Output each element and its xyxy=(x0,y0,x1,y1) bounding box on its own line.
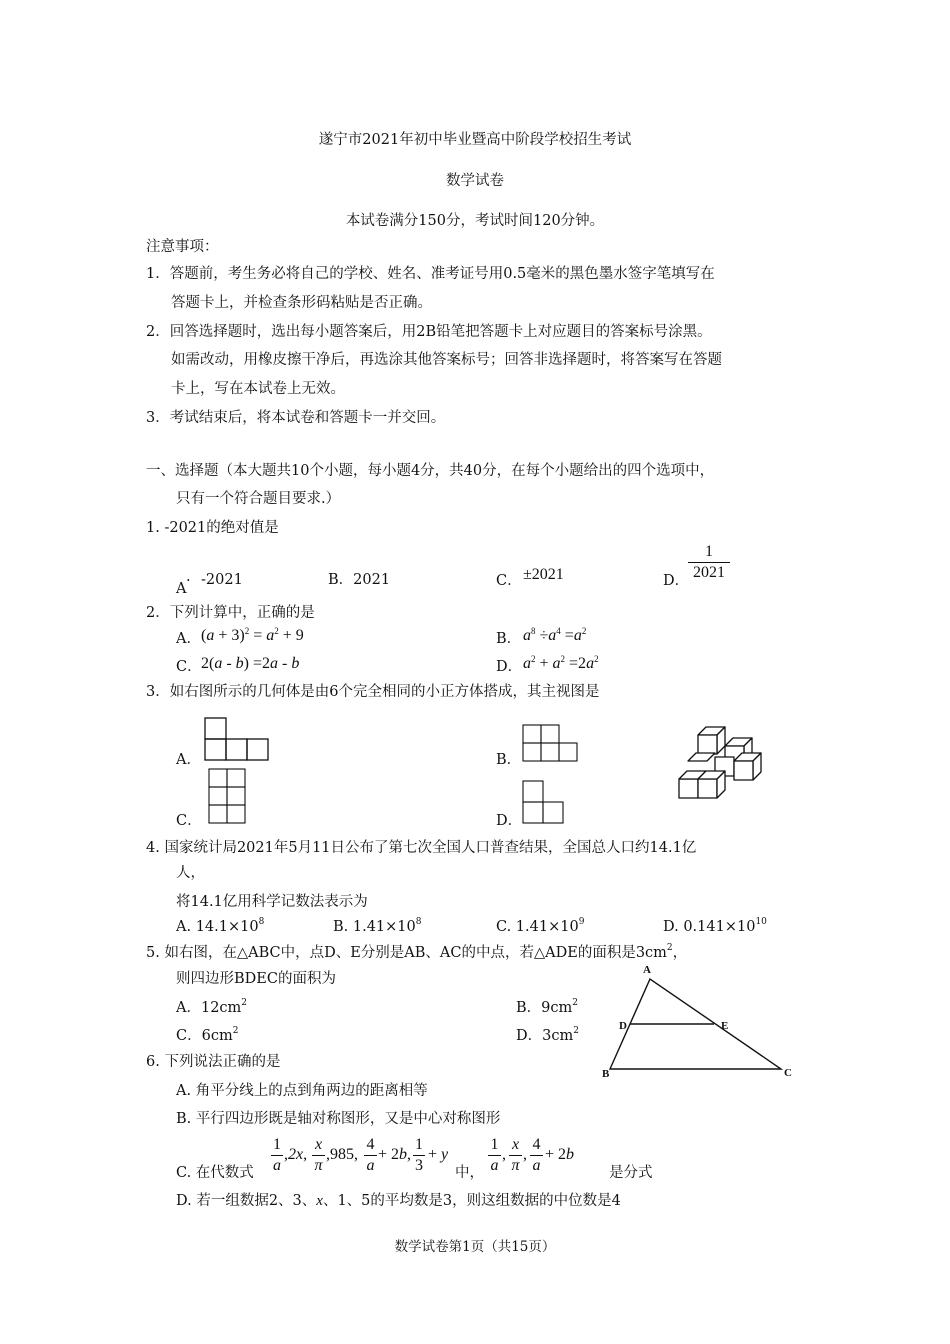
q5-triangle-figure xyxy=(600,962,800,1080)
q3-option-c-label: C． xyxy=(176,813,202,829)
q3-solid-figure xyxy=(678,721,774,799)
q4-option-d xyxy=(663,918,767,936)
triangle-point-d: D xyxy=(619,1020,627,1032)
q4-option-a-exponent: 8 xyxy=(258,917,265,927)
q1-option-c-value: ±2021 xyxy=(523,566,564,583)
q4-option-c-text: C. 1.41×10 xyxy=(496,919,579,935)
q5-option-a-text: A．12cm xyxy=(176,1000,242,1016)
fraction-denominator: π xyxy=(511,1157,520,1174)
q2-option-d-formula: $a^2 + a^2 =2a^2$ xyxy=(523,654,599,672)
fraction-denominator: a xyxy=(273,1157,281,1174)
q5-option-d xyxy=(516,1027,579,1045)
q2-option-a-label: A． xyxy=(176,631,201,647)
fraction-numerator: 1 xyxy=(490,1136,499,1153)
q4-option-a-text: A. 14.1×10 xyxy=(176,919,259,935)
q5-option-d-text: D．3cm xyxy=(516,1028,574,1044)
q6-option-a: A. 角平分线上的点到角两边的距离相等 xyxy=(176,1083,428,1099)
expr2-4-over-a xyxy=(530,1136,543,1175)
exam-title: 遂宁市2021年初中毕业暨高中阶段学校招生考试 xyxy=(318,132,632,148)
q5-line-1-end: ， xyxy=(672,945,688,961)
q4-option-a xyxy=(176,918,264,936)
q4-option-d-text: D. 0.141×10 xyxy=(663,919,756,935)
q3-option-b-figure xyxy=(522,724,580,762)
question-5-line-1 xyxy=(146,944,687,962)
q6-option-d xyxy=(176,1192,621,1210)
question-4-line-3: 将14.1亿用科学记数法表示为 xyxy=(176,894,368,910)
note-2-line-1: 2．回答选择题时，选出每小题答案后，用2B铅笔把答题卡上对应题目的答案标号涂黑。 xyxy=(146,324,712,340)
q3-option-a-figure xyxy=(204,717,270,763)
expr2-comma-1: , xyxy=(502,1146,506,1163)
expr-4-over-a xyxy=(364,1136,377,1175)
q3-option-d-label: D． xyxy=(496,813,523,829)
fraction-numerator: 4 xyxy=(532,1136,541,1153)
q1-option-d-fraction xyxy=(688,543,730,582)
subject-title: 数学试卷 xyxy=(446,173,504,189)
q1-option-b: B．2021 xyxy=(328,572,391,588)
expr2-x-over-pi xyxy=(509,1136,522,1175)
note-1-line-1: 1．答题前，考生务必将自己的学校、姓名、准考证号用0.5毫米的黑色墨水签字笔填写在 xyxy=(146,266,715,282)
q1-option-a-label: A xyxy=(176,581,187,597)
q3-option-d-figure xyxy=(522,780,566,826)
q6-option-b: B. 平行四边形既是轴对称图形，又是中心对称图形 xyxy=(176,1111,501,1127)
q5-line-1-text: 5. 如右图，在△ABC中，点D、E分别是AB、AC的中点，若△ADE的面积是3cm xyxy=(146,945,667,961)
q4-option-c-exponent: 9 xyxy=(578,917,585,927)
q2-option-b-label: B． xyxy=(496,631,522,647)
q5-option-b-text: B．9cm xyxy=(516,1000,573,1016)
q1-option-c-label: C． xyxy=(496,573,522,589)
question-2-stem: 2．下列计算中，正确的是 xyxy=(146,605,315,621)
q4-option-b-exponent: 8 xyxy=(415,917,422,927)
fraction-numerator: 1 xyxy=(415,1136,423,1153)
q4-option-b-text: B. 1.41×10 xyxy=(333,919,416,935)
section-1-heading-cont: 只有一个符合题目要求.） xyxy=(176,491,341,507)
expr-plus-2b: + 2b, xyxy=(378,1146,412,1163)
q2-option-a-formula: $(a + 3)^2 = a^2 + 9$ xyxy=(201,626,304,644)
q2-option-b-formula: $a^8 \div a^4 =a^2$ xyxy=(523,626,587,644)
fraction-denominator: 2021 xyxy=(693,564,725,581)
q4-option-c xyxy=(496,918,584,936)
fraction-numerator: 4 xyxy=(366,1136,375,1153)
note-2-line-2: 如需改动，用橡皮擦干净后，再选涂其他答案标号；回答非选择题时，将答案写在答题 xyxy=(171,352,722,368)
expr-1-over-a xyxy=(271,1136,283,1175)
fraction-denominator: a xyxy=(490,1157,499,1174)
q5-option-c-text: C．6cm xyxy=(176,1028,233,1044)
note-3: 3．考试结束后，将本试卷和答题卡一并交回。 xyxy=(146,410,446,426)
triangle-vertex-b: B xyxy=(602,1068,610,1080)
triangle-vertex-c: C xyxy=(784,1067,792,1079)
note-2-line-3: 卡上，写在本试卷上无效。 xyxy=(171,381,345,397)
question-6-stem: 6. 下列说法正确的是 xyxy=(146,1054,281,1070)
q3-option-a-label: A． xyxy=(176,752,201,768)
fraction-denominator: a xyxy=(532,1157,541,1174)
q5-option-c xyxy=(176,1027,238,1045)
section-1-heading: 一、选择题（本大题共10个小题，每小题4分，共40分，在每个小题给出的四个选项中， xyxy=(146,463,715,479)
expr-1-over-3 xyxy=(413,1136,425,1175)
q6-option-c-middle: 中， xyxy=(455,1165,484,1181)
triangle-point-e: E xyxy=(721,1020,729,1032)
question-3-stem: 3．如右图所示的几何体是由6个完全相同的小正方体搭成，其主视图是 xyxy=(146,684,600,700)
q6-option-c-suffix: 是分式 xyxy=(609,1165,653,1181)
q6-option-d-suffix: 、1、5的平均数是3，则这组数据的中位数是4 xyxy=(322,1193,621,1209)
fraction-bar xyxy=(688,562,730,563)
q1-option-d-label: D． xyxy=(663,573,690,589)
note-1-line-2: 答题卡上，并检查条形码粘贴是否正确。 xyxy=(171,295,432,311)
q3-option-c-figure xyxy=(208,768,250,828)
q2-option-c-formula: 2(a - b) =2a - b xyxy=(201,655,300,672)
fraction-numerator: 1 xyxy=(705,543,713,560)
q3-option-b-label: B． xyxy=(496,752,522,768)
q5-option-b xyxy=(516,999,578,1017)
q6-option-d-prefix: D. 若一组数据2、3、 xyxy=(176,1193,317,1209)
fraction-numerator: x xyxy=(314,1136,323,1153)
q1-option-a-value: -2021 xyxy=(201,572,243,588)
page-footer: 数学试卷第1页（共15页） xyxy=(394,1239,556,1255)
expr-x-over-pi xyxy=(312,1136,325,1175)
q6-option-d-variable: x xyxy=(316,1193,323,1209)
fraction-denominator: π xyxy=(314,1157,323,1174)
q2-option-c-label: C． xyxy=(176,659,202,675)
q5-option-d-exponent: 2 xyxy=(573,1026,579,1036)
triangle-vertex-a: A xyxy=(643,964,651,976)
q5-option-a-exponent: 2 xyxy=(241,998,248,1008)
question-5-line-2: 则四边形BDEC的面积为 xyxy=(176,971,336,987)
question-1-stem: 1. -2021的绝对值是 xyxy=(146,520,279,536)
notes-heading: 注意事项： xyxy=(146,239,219,255)
fraction-denominator: 3 xyxy=(415,1157,423,1174)
expr-plus-y: + y xyxy=(428,1146,449,1163)
fraction-denominator: a xyxy=(366,1157,375,1174)
q6-option-c-prefix: C. 在代数式 xyxy=(176,1165,254,1181)
fraction-numerator: 1 xyxy=(273,1136,281,1153)
exam-info: 本试卷满分150分，考试时间120分钟。 xyxy=(345,213,605,229)
question-4-line-2: 人， xyxy=(176,865,205,881)
expr2-plus-2b: + 2b xyxy=(545,1146,575,1163)
expr-2x: ,2x, xyxy=(284,1146,308,1163)
expr2-1-over-a xyxy=(488,1136,501,1175)
q5-option-a xyxy=(176,999,247,1017)
q4-option-d-exponent: 10 xyxy=(755,917,767,927)
expr-985: ,985, xyxy=(326,1146,358,1163)
q5-option-c-exponent: 2 xyxy=(232,1026,239,1036)
q5-line-1-exponent: 2 xyxy=(666,943,673,953)
expr2-comma-2: , xyxy=(523,1146,527,1163)
q1-option-a-dot: . xyxy=(186,569,191,585)
q5-option-b-exponent: 2 xyxy=(572,998,578,1008)
question-4-line-1: 4. 国家统计局2021年5月11日公布了第七次全国人口普查结果，全国总人口约14.1亿 xyxy=(146,840,697,856)
fraction-numerator: x xyxy=(511,1136,520,1153)
q2-option-d-label: D． xyxy=(496,659,523,675)
q4-option-b xyxy=(333,918,422,936)
